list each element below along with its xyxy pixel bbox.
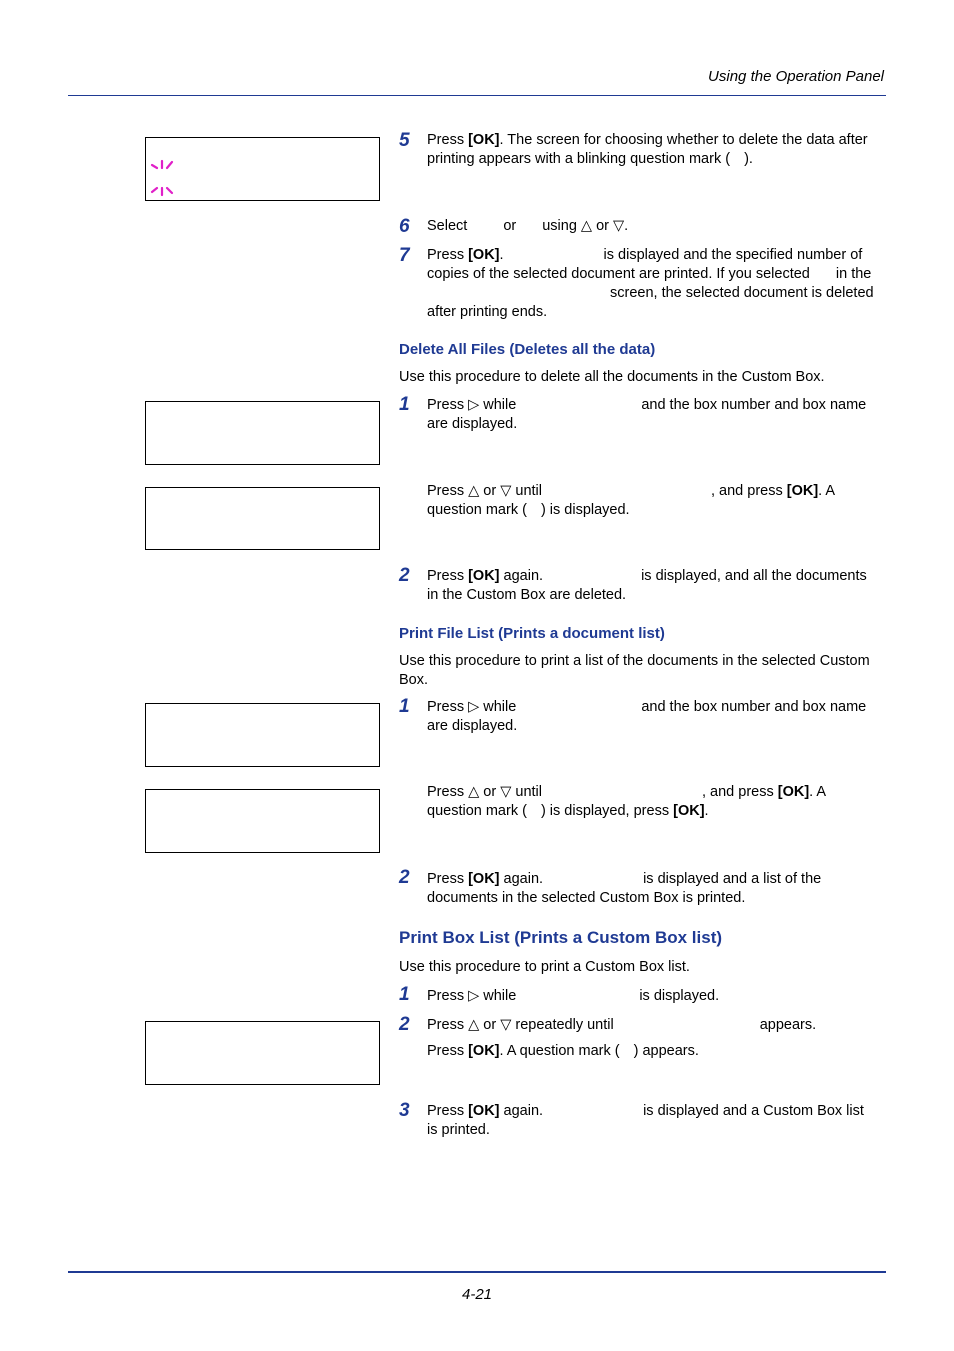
- step-number: 1: [399, 984, 410, 1005]
- page-number: 4-21: [461, 1286, 493, 1303]
- lcd-panel-custom-box: [145, 703, 380, 767]
- step-text: Press [OK] again. is displayed and a list of the documents in the selected Custom Box is printed.: [427, 871, 822, 906]
- step-text: Press [OK] again. is displayed, and all the documents in the Custom Box are deleted.: [427, 568, 867, 603]
- step-number: 2: [399, 867, 410, 888]
- step-text: Select or using △ or ▽.: [427, 218, 629, 234]
- step-number: 5: [399, 130, 410, 151]
- step-number: 1: [399, 394, 410, 415]
- lcd-panel-confirm-delete: [145, 137, 380, 201]
- step-text: Press ▷ while is displayed.: [427, 988, 720, 1004]
- blink-marker-icon: [149, 179, 175, 197]
- step-number: 6: [399, 216, 410, 237]
- section-intro: Use this procedure to print a Custom Box list.: [399, 959, 690, 975]
- section-heading: Print Box List (Prints a Custom Box list): [399, 928, 723, 947]
- section-heading: Delete All Files (Deletes all the data): [399, 341, 656, 358]
- step-text: Press [OK]. A question mark ( ) appears.: [427, 1043, 699, 1059]
- section-intro: Use this procedure to print a list of the documents in the selected Custom Box.: [399, 653, 870, 688]
- header-rule: [68, 95, 886, 96]
- step-text: Press ▷ while and the box number and box name are displayed.: [427, 699, 867, 734]
- lcd-panel-print-box-list: [145, 1021, 380, 1085]
- step-text: Press [OK]. is displayed and the specified number of copies of the selected document are printed. If you selected in the screen, the selected document is deleted after printing ends.: [427, 247, 874, 320]
- step-text: Press △ or ▽ repeatedly until appears.: [427, 1017, 817, 1033]
- blink-marker-icon: [149, 159, 175, 177]
- step-number: 2: [399, 1014, 410, 1035]
- lcd-panel-custom-box: [145, 401, 380, 465]
- step-text: Press [OK]. The screen for choosing whether to delete the data after printing appears with a blinking question mark ( ).: [427, 132, 868, 167]
- step-number: 7: [399, 245, 410, 266]
- footer-rule: [68, 1271, 886, 1273]
- step-text: Press △ or ▽ until , and press [OK]. A question mark ( ) is displayed.: [427, 483, 836, 518]
- running-header: Using the Operation Panel: [708, 68, 884, 85]
- step-number: 3: [399, 1100, 410, 1121]
- lcd-panel-delete-all: [145, 487, 380, 550]
- step-text: Press [OK] again. is displayed and a Custom Box list is printed.: [427, 1103, 864, 1138]
- step-number: 1: [399, 696, 410, 717]
- section-intro: Use this procedure to delete all the documents in the Custom Box.: [399, 369, 825, 385]
- step-text: Press ▷ while and the box number and box name are displayed.: [427, 397, 867, 432]
- lcd-panel-print-file-list: [145, 789, 380, 853]
- step-text: Press △ or ▽ until , and press [OK]. A question mark ( ) is displayed, press [OK].: [427, 784, 827, 819]
- section-heading: Print File List (Prints a document list): [399, 625, 665, 642]
- step-number: 2: [399, 565, 410, 586]
